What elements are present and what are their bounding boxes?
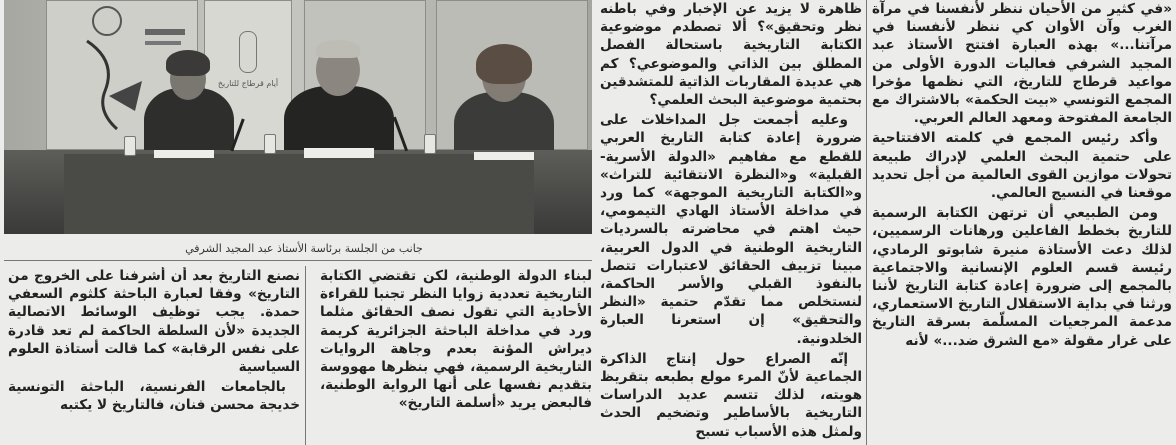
article-column-bottom-center [320, 267, 592, 445]
paper [474, 152, 534, 160]
paper [154, 150, 214, 158]
paragraph: لبناء الدولة الوطنية، لكن تقتضي الكتابة التاريخية تعددية زوايا النظر تجنبا للقراءة الأحادية التي تقول نصف الحقائق مثلما ورد في مداخلة الباحثة الجزائرية كريمة ديراش المؤنة بعدم وجاهة الروايات التاريخية الرسمية، فهي بنظرها مهووسة بتقديم نفسها على أنها الرواية الوطنية، فالبعض يريد «أسلمة التاريخ» [320, 268, 592, 412]
paragraph: وعليه أجمعت جل المداخلات على ضرورة إعادة كتابة التاريخ العربي للقطع مع مفاهيم «الدولة الأسرية-القبلية» و«النظرة الانتقائية للتراث» و«الكتابة التاريخية الموجهة» كما ورد في مداخلة الأستاذ الهادي التيمومي، حيث اهتم في محاضرته بالسرديات التاريخية الوطنية في الدول العربية، مبينا تزييف الحقائق لاعتبارات تتصل بالنفوذ القبلي والأسر الحاكمة، لنستخلص مما تقدّم حتمية «النظر والتحقيق» إن استعرنا العبارة الخلدونية. [600, 112, 862, 347]
paragraph: ظاهرة لا يزيد عن الإخبار وفي باطنه نظر وتحقيق»؟ ألا تصطدم موضوعية الكتابة التاريخية باستحالة الفصل المطلق بين الذاتي والموضوعي؟ كم هي عديدة المقاربات الذاتية للمتشدقين بحتمية موضوعية البحث العلمي؟ [600, 1, 862, 109]
table-cloth [64, 154, 534, 234]
article-column-right [872, 0, 1172, 445]
water-glass [264, 134, 276, 154]
hair [316, 40, 360, 58]
hair [166, 50, 210, 76]
water-glass [124, 136, 136, 156]
paragraph: وأكد رئيس المجمع في كلمته الافتتاحية على حتمية البحث العلمي لإدراك طبيعة تحولات موازين القوى العالمية من أجل تحديد موقعنا في النسيج العالمي. [872, 130, 1172, 202]
paper [304, 148, 374, 158]
photo-caption: جانب من الجلسة برئاسة الأستاذ عبد المجيد الشرفي [185, 242, 423, 255]
water-glass [424, 134, 436, 154]
paragraph: إنّه الصراع حول إنتاج الذاكرة الجماعية لأنّ المرء مولع بطبعه بتقريظ هويته، لذلك تتسم عديد الدراسات التاريخية بالأساطير وتضخيم الحدث ولمثل هذه الأسباب تسبح [600, 350, 862, 440]
column-divider [305, 266, 306, 445]
paragraph: بالجامعات الفرنسية، الباحثة التونسية خديجة محسن فنان، فالتاريخ لا يكتبه [8, 379, 300, 414]
paragraph: نصنع التاريخ بعد أن أشرفنا على الخروج من التاريخ» وفقا لعبارة الباحثة كلثوم السعفي حمدة. يجب توظيف الوسائط الاتصالية الجديدة «لأن السلطة الحاكمة لم تعد قادرة على نفس الرقابة» كما قالت أستاذة العلوم السياسية [8, 268, 300, 376]
column-divider [866, 0, 867, 445]
poster-text: أيام قرطاج للتاريخ [217, 79, 279, 88]
horizontal-divider [4, 260, 592, 261]
hair [476, 44, 532, 84]
conference-photo [4, 0, 592, 234]
paragraph: ومن الطبيعي أن ترتهن الكتابة الرسمية للتاريخ بخطط الفاعلين ورهانات الرسميين، لذلك دعت الأستاذة منيرة شابوتو الرمادي، رئيسة قسم العلوم الإنسانية والاجتماعية بالمجمع إلى ضرورة إعادة كتابة التاريخ لأننا ورثنا في بداية الاستقلال التاريخ الاستعماري، مدعمة المرجعيات المسلّمة بسرقة التاريخ على غرار مقولة «مع الشرق ضد...» لأنه [872, 205, 1172, 349]
article-column-middle [600, 0, 862, 445]
article-column-bottom-left [8, 267, 300, 445]
paragraph: «في كثير من الأحيان ننظر لأنفسنا في مرآة الغرب وآن الأوان كي ننظر لأنفسنا في مرآتنا...» بهذه العبارة افتتح الأستاذ عبد المجيد الشرفي فعاليات الدورة الأولى من مواعيد قرطاج للتاريخ، التي نظمها مؤخرا المجمع التونسي «بيت الحكمة» بالاشتراك مع الجامعة المفتوحة ومعهد العالم العربي. [872, 1, 1172, 127]
